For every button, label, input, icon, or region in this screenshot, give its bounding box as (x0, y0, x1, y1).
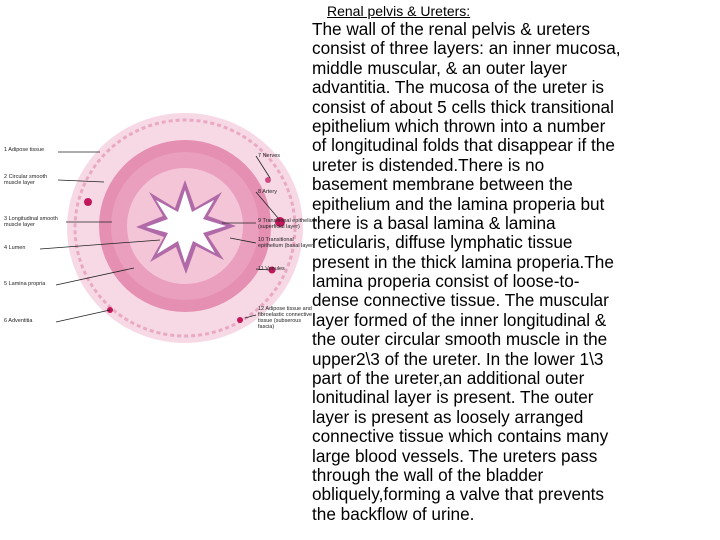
body-text-line: epithelium and the lamina properia but (312, 194, 605, 214)
label-subserous-fascia: 12 Adipose tissue and fibroelastic connective tissue (subserous fascia) (258, 306, 313, 330)
body-text-line: connective tissue which contains many (312, 427, 609, 447)
body-text-line: obliquely,forming a valve that prevents (312, 485, 605, 505)
body-text-line: the backflow of urine. (312, 504, 475, 524)
body-text-line: epithelium which thrown into a number (312, 116, 606, 136)
body-text-line: advantitia. The mucosa of the ureter is (312, 78, 605, 98)
label-lumen: 4 Lumen (4, 245, 26, 251)
label-adventitia: 6 Adventitia (4, 318, 33, 324)
label-circular-muscle: 2 Circular smooth muscle layer (4, 174, 48, 186)
body-text-line: The wall of the renal pelvis & ureters (312, 20, 590, 39)
label-epithelium-superficial: 9 Transitional epithelium (superficial layer) (258, 218, 318, 230)
body-text-line: of longitudinal folds that disappear if the (312, 136, 615, 156)
vessel-3 (237, 317, 243, 323)
ureter-histology-figure (0, 110, 330, 370)
body-text-line: there is a basal lamina & lamina (312, 213, 556, 233)
body-text-line: dense connective tissue. The muscular (312, 291, 609, 311)
body-text-line: part of the ureter,an additional outer (312, 369, 585, 389)
body-text-line: the outer circular smooth muscle in the (312, 330, 608, 350)
label-epithelium-basal: 10 Transitional epithelium (basal layer) (258, 237, 315, 249)
label-longitudinal-muscle: 3 Longitudinal smooth muscle layer (4, 216, 58, 228)
body-text-line: ureter is distended.There is no (312, 155, 545, 175)
label-adipose-tissue: 1 Adipose tissue (4, 147, 45, 153)
label-lamina-propria: 5 Lamina propria (4, 281, 46, 287)
body-text-line: reticularis, diffuse lymphatic tissue (312, 233, 573, 253)
body-text (312, 20, 717, 524)
label-artery: 8 Artery (258, 189, 277, 195)
body-text-line: lamina properia consist of loose-to- (312, 272, 580, 292)
label-venules: 11 Venules (258, 266, 285, 272)
body-text-line: layer is present as loosely arranged (312, 407, 584, 427)
body-text-line: basement membrane between the (312, 175, 573, 195)
body-text-line: middle muscular, & an outer layer (312, 58, 568, 78)
label-nerves: 7 Nerves (258, 153, 281, 159)
body-text-line: upper2\3 of the ureter. In the lower 1\3 (312, 349, 604, 369)
slide-title: Renal pelvis & Ureters: (327, 3, 471, 19)
body-text-line: through the wall of the bladder (312, 465, 544, 485)
vessel-1 (84, 198, 92, 206)
body-text-line: present in the thick lamina properia.The (312, 252, 614, 272)
body-text-line: consist of about 5 cells thick transitional (312, 97, 614, 117)
body-text-line: large blood vessels. The ureters pass (312, 446, 598, 466)
body-text-line: layer formed of the inner longitudinal & (312, 310, 607, 330)
body-text-line: consist of three layers: an inner mucosa, (312, 39, 621, 59)
body-text-line: lonitudinal layer is present. The outer (312, 388, 594, 408)
